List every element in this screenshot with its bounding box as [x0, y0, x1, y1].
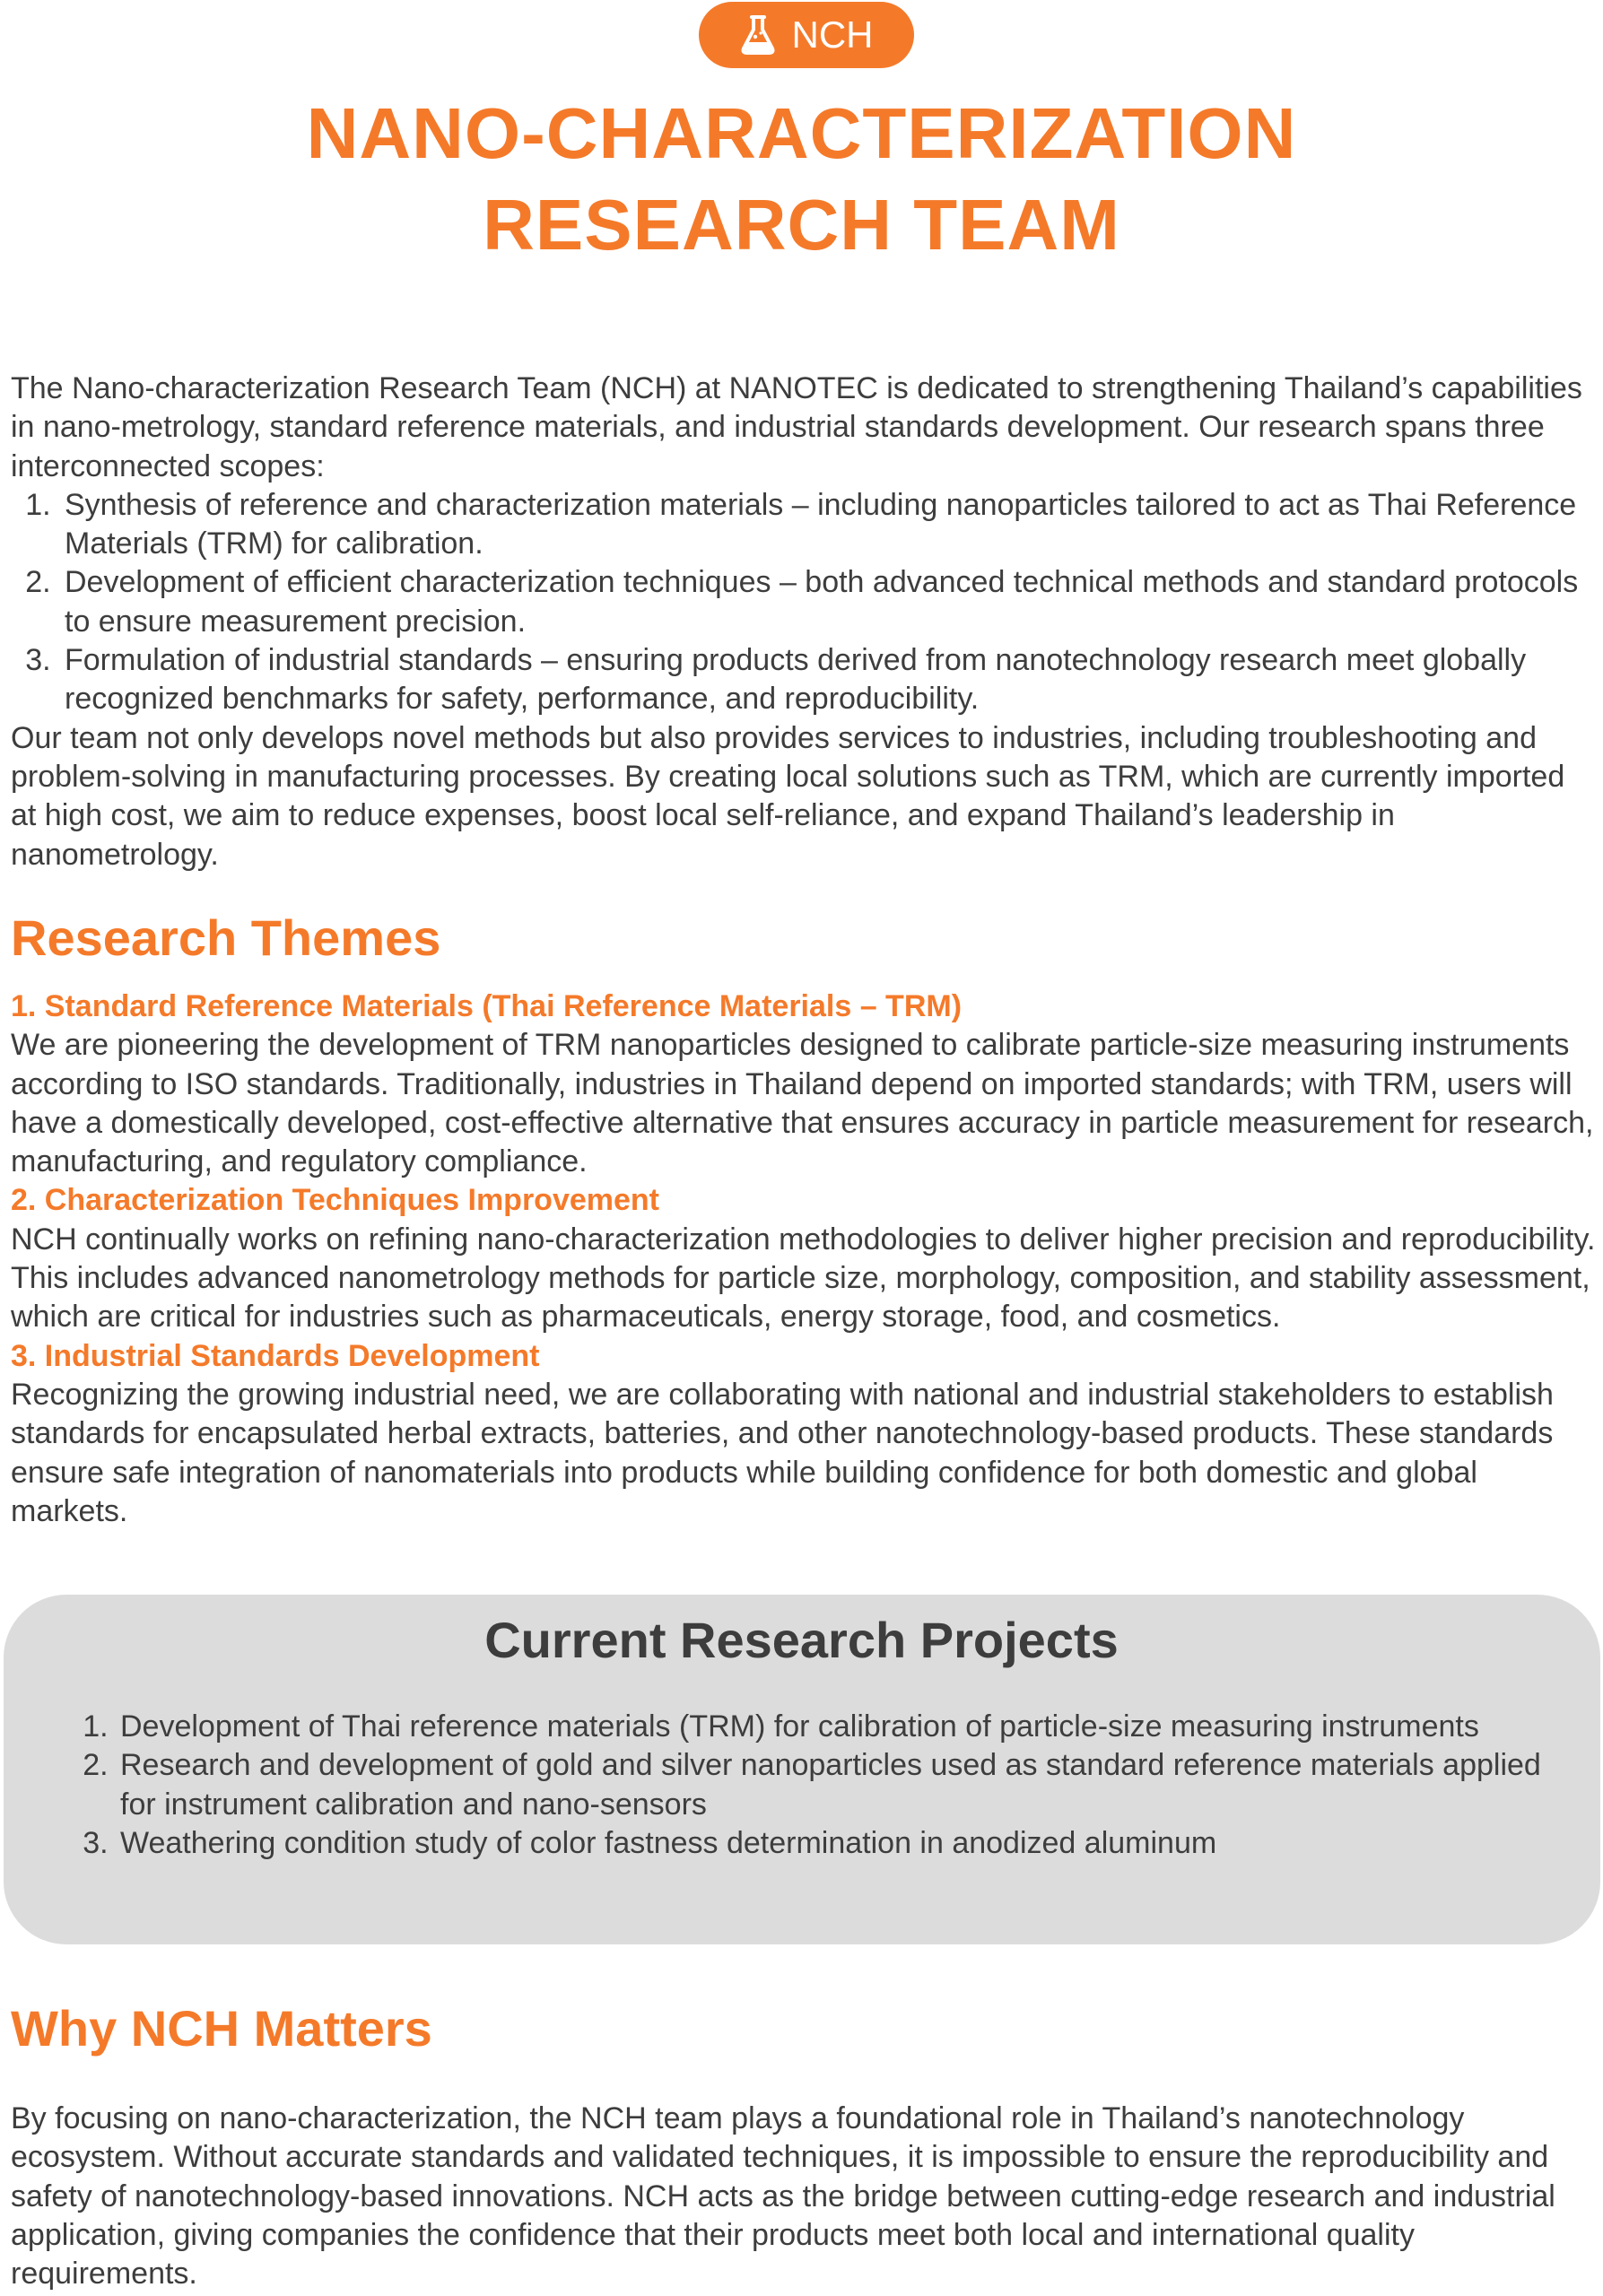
research-themes-heading: Research Themes [11, 909, 441, 966]
intro-section [11, 370, 1599, 874]
theme-title: 1. Standard Reference Materials (Thai Reference Materials – TRM) [11, 989, 963, 1023]
theme-body: Recognizing the growing industrial need, we are collaborating with national and industrial stakeholders to establish standards for encapsulated herbal extracts, batteries, and other nanotechnology-based products. These standards ensure safe integration of nanomaterials into products while building confidence for both domestic and global markets. [11, 1377, 1554, 1528]
team-badge [699, 2, 914, 68]
page-title [0, 88, 1603, 271]
project-item: 2. Research and development of gold and silver nanoparticles used as standard reference materials applied for instrument calibration and nano-sensors [117, 1746, 1552, 1824]
project-item: 1. Development of Thai reference materials (TRM) for calibration of particle-size measuring instruments [117, 1708, 1552, 1746]
theme-body: We are pioneering the development of TRM nanoparticles designed to calibrate particle-size measuring instruments according to ISO standards. Traditionally, industries in Thailand depend on imported standards; with TRM, users will have a domestically developed, cost-effective alternative that ensures accuracy in particle measurement for research, manufacturing, and regulatory compliance. [11, 1028, 1594, 1179]
project-item: 3. Weathering condition study of color fastness determination in anodized aluminum [117, 1824, 1552, 1863]
why-nch-matters-heading: Why NCH Matters [11, 2000, 432, 2057]
current-projects-list [75, 1708, 1552, 1863]
why-nch-matters-section [11, 2100, 1599, 2293]
intro-paragraph: The Nano-characterization Research Team (NCH) at NANOTEC is dedicated to strengthening Thailand’s capabilities in nano-metrology, standard reference materials, and industrial standards development. Our research spans three interconnected scopes: [11, 371, 1582, 483]
scope-item: 3. Formulation of industrial standards – ensuring products derived from nanotechnology research meet globally recognized benchmarks for safety, performance, and reproducibility. [59, 641, 1599, 719]
why-nch-matters-body: By focusing on nano-characterization, the NCH team plays a foundational role in Thailand’s nanotechnology ecosystem. Without accurate standards and validated techniques, it is impossible to ensure the reproducibility and safety of nanotechnology-based innovations. NCH acts as the bridge between cutting-edge research and industrial application, giving companies the confidence that their products meet both local and international quality requirements. [11, 2101, 1555, 2292]
scope-item: 1. Synthesis of reference and characterization materials – including nanoparticles tailored to act as Thai Reference Materials (TRM) for calibration. [59, 486, 1599, 564]
intro-closing-paragraph: Our team not only develops novel methods but also provides services to industries, including troubleshooting and problem-solving in manufacturing processes. By creating local solutions such as TRM, which are currently imported at high cost, we aim to reduce expenses, boost local self-reliance, and expand Thailand’s leadership in nanometrology. [11, 720, 1565, 872]
flask-icon [740, 14, 776, 56]
page-title-line-2: RESEARCH TEAM [483, 185, 1120, 265]
scope-item: 2. Development of efficient characterization techniques – both advanced technical methods and standard protocols to ensure measurement precision. [59, 563, 1599, 641]
badge-label: NCH [791, 13, 874, 56]
theme-title: 3. Industrial Standards Development [11, 1338, 540, 1373]
research-themes-section [11, 987, 1599, 1531]
theme-body: NCH continually works on refining nano-characterization methodologies to deliver higher precision and reproducibility. This includes advanced nanometrology methods for particle size, morphology, composition, and stability assessment, which are critical for industries such as pharmaceuticals, energy storage, food, and cosmetics. [11, 1222, 1596, 1335]
scope-list [11, 486, 1599, 719]
page-title-line-1: NANO-CHARACTERIZATION [306, 93, 1297, 173]
theme-title: 2. Characterization Techniques Improvement [11, 1183, 659, 1218]
current-projects-heading: Current Research Projects [484, 1612, 1119, 1668]
